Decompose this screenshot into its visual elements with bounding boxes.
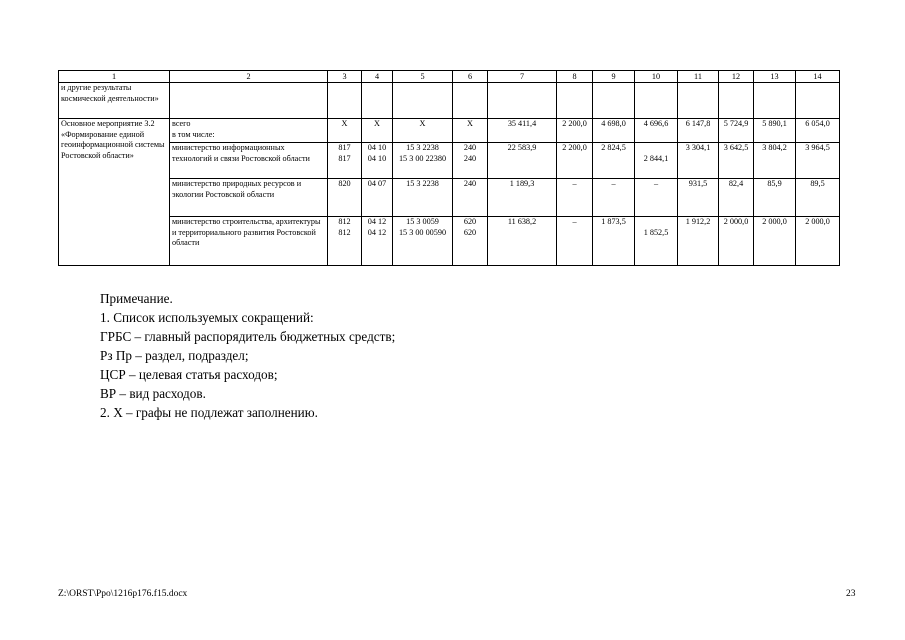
budget-table xyxy=(58,70,840,266)
col-header: 12 xyxy=(719,71,754,83)
note-line: ВР – вид расходов. xyxy=(100,386,206,401)
table-cell: 2 000,0 xyxy=(754,217,796,266)
table-cell: 6 054,0 xyxy=(796,119,840,143)
table-cell: 4 696,6 xyxy=(635,119,678,143)
table-cell: 2 844,1 xyxy=(635,143,678,179)
note-line: 2. Х – графы не подлежат заполнению. xyxy=(100,405,318,420)
table-cell: 4 698,0 xyxy=(593,119,635,143)
table-cell: 04 10 04 10 xyxy=(362,143,393,179)
table-cell: 2 824,5 xyxy=(593,143,635,179)
note-heading: Примечание. xyxy=(100,291,173,306)
col-header: 9 xyxy=(593,71,635,83)
col-header: 5 xyxy=(393,71,453,83)
table-cell: 35 411,4 xyxy=(488,119,557,143)
table-cell: – xyxy=(557,217,593,266)
col-header: 7 xyxy=(488,71,557,83)
table-cell: 89,5 xyxy=(796,179,840,217)
table-cell: 3 964,5 xyxy=(796,143,840,179)
col-header: 8 xyxy=(557,71,593,83)
table-row-total xyxy=(59,119,840,143)
col-header: 1 xyxy=(59,71,170,83)
footer-file-path: Z:\ORST\Ppo\1216p176.f15.docx xyxy=(58,589,188,599)
table-row-min-it xyxy=(59,143,840,179)
col-header: 3 xyxy=(328,71,362,83)
table-cell: 1 873,5 xyxy=(593,217,635,266)
table-cell: – xyxy=(557,179,593,217)
table-cell: и другие результаты космической деятельности» xyxy=(59,83,170,119)
main-event-cell: Основное мероприятие 3.2 «Формирование единой геоинформационной системы Ростовской области» xyxy=(59,119,170,266)
col-header: 6 xyxy=(453,71,488,83)
footer-page-number: 23 xyxy=(846,589,856,599)
table-cell: 1 912,2 xyxy=(678,217,719,266)
col-header: 4 xyxy=(362,71,393,83)
table-cell: X xyxy=(393,119,453,143)
table-cell: 1 852,5 xyxy=(635,217,678,266)
table-cell: 2 000,0 xyxy=(719,217,754,266)
table-header-row xyxy=(59,71,840,83)
table-cell: 240 240 xyxy=(453,143,488,179)
table-cell: министерство строительства, архитектуры и территориального развития Ростовской области xyxy=(170,217,328,266)
table-cell: 82,4 xyxy=(719,179,754,217)
note-line: 1. Список используемых сокращений: xyxy=(100,310,314,325)
table-cell: 2 000,0 xyxy=(796,217,840,266)
table-cell: 812 812 xyxy=(328,217,362,266)
table-cell: 85,9 xyxy=(754,179,796,217)
table-cell: 6 147,8 xyxy=(678,119,719,143)
table-cell: 15 3 0059 15 3 00 00590 xyxy=(393,217,453,266)
table-cell: 931,5 xyxy=(678,179,719,217)
table-cell: 5 890,1 xyxy=(754,119,796,143)
col-header: 10 xyxy=(635,71,678,83)
table-cell: 15 3 2238 15 3 00 22380 xyxy=(393,143,453,179)
table-cell: 15 3 2238 xyxy=(393,179,453,217)
table-cell: 04 12 04 12 xyxy=(362,217,393,266)
table-cell: министерство информационных технологий и связи Ростовской области xyxy=(170,143,328,179)
table-row-continuation xyxy=(59,83,840,119)
table-cell: X xyxy=(362,119,393,143)
note-line: ЦСР – целевая статья расходов; xyxy=(100,367,278,382)
table-cell: 11 638,2 xyxy=(488,217,557,266)
table-cell: 2 200,0 xyxy=(557,143,593,179)
table-row-min-nat xyxy=(59,179,840,217)
col-header: 11 xyxy=(678,71,719,83)
notes-block xyxy=(100,289,395,422)
table-cell: 3 804,2 xyxy=(754,143,796,179)
table-cell: министерство природных ресурсов и экологии Ростовской области xyxy=(170,179,328,217)
table-cell: 22 583,9 xyxy=(488,143,557,179)
table-cell: 817 817 xyxy=(328,143,362,179)
table-cell: 240 xyxy=(453,179,488,217)
table-cell: – xyxy=(593,179,635,217)
table-cell: всего в том числе: xyxy=(170,119,328,143)
note-line: ГРБС – главный распорядитель бюджетных средств; xyxy=(100,329,396,344)
col-header: 14 xyxy=(796,71,840,83)
table-cell: 3 642,5 xyxy=(719,143,754,179)
table-cell: 820 xyxy=(328,179,362,217)
table-cell: 04 07 xyxy=(362,179,393,217)
table-cell: X xyxy=(328,119,362,143)
table-cell: 2 200,0 xyxy=(557,119,593,143)
table-cell: 3 304,1 xyxy=(678,143,719,179)
table-cell: 5 724,9 xyxy=(719,119,754,143)
col-header: 13 xyxy=(754,71,796,83)
table-row-min-build xyxy=(59,217,840,266)
col-header: 2 xyxy=(170,71,328,83)
note-line: Рз Пр – раздел, подраздел; xyxy=(100,348,249,363)
table-cell: X xyxy=(453,119,488,143)
table-cell: – xyxy=(635,179,678,217)
table-cell: 1 189,3 xyxy=(488,179,557,217)
table-cell: 620 620 xyxy=(453,217,488,266)
